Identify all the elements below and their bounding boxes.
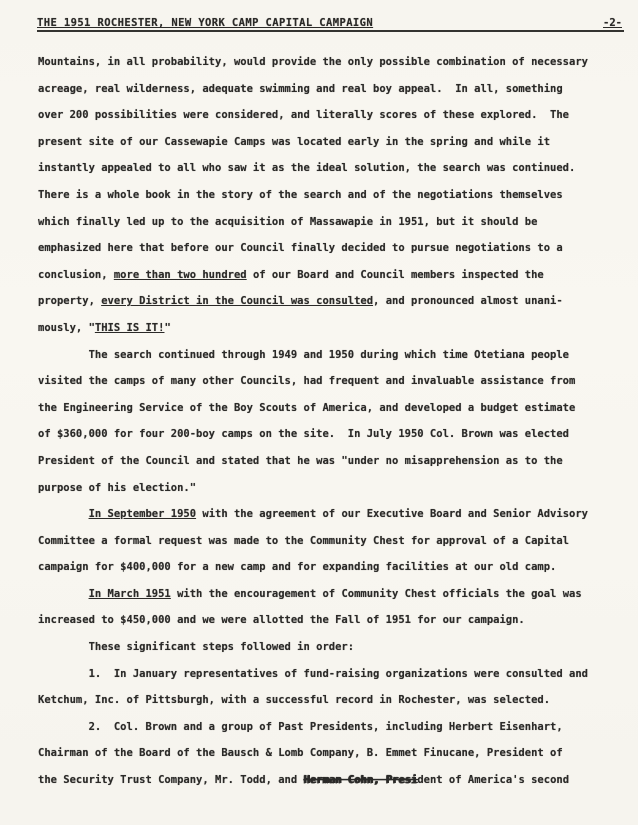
text-line	[38, 421, 613, 448]
text-segment: of our Board and Council members inspected the	[246, 268, 544, 281]
text-line	[38, 129, 613, 156]
text-segment: These significant steps followed in order:	[38, 641, 355, 654]
underlined-text: In March 1951	[88, 587, 171, 600]
text-line	[38, 288, 613, 315]
text-line	[38, 581, 613, 608]
text-segment	[38, 588, 89, 600]
document-title: THE 1951 ROCHESTER, NEW YORK CAMP CAPITAL CAMPAIGN	[37, 17, 374, 29]
text-line	[38, 554, 613, 581]
document-body	[38, 49, 613, 794]
text-segment: increased to $450,000 and we were allotted the Fall of 1951 for our campaign.	[38, 614, 525, 627]
text-line	[38, 687, 613, 714]
text-segment: over 200 possibilities were considered, and literally scores of these explored. The	[38, 109, 570, 122]
text-line	[38, 315, 613, 342]
underlined-text: every District in the Council was consulted	[101, 295, 374, 308]
text-segment: visited the camps of many other Councils, had frequent and invaluable assistance from	[38, 375, 576, 388]
text-segment: There is a whole book in the story of the search and of the negotiations themselves	[38, 188, 563, 201]
text-line	[38, 155, 613, 182]
text-line	[38, 634, 613, 661]
text-line	[38, 448, 613, 475]
text-segment: emphasized here that before our Council finally decided to pursue negotiations to a	[38, 242, 563, 255]
text-segment: , and pronounced almost unani-	[373, 295, 563, 308]
text-line	[38, 102, 613, 129]
text-segment: conclusion,	[38, 268, 114, 281]
text-line	[38, 607, 613, 634]
text-segment: Chairman of the Board of the Bausch & Lomb Company, B. Emmet Finucane, President of	[38, 747, 563, 760]
text-line	[38, 209, 613, 236]
text-line	[38, 767, 613, 794]
underlined-text: In September 1950	[88, 508, 197, 521]
text-line	[38, 368, 613, 395]
text-segment	[38, 508, 89, 520]
overtyped-text: Herman Cohn, Presi	[303, 774, 418, 787]
text-line	[38, 501, 613, 528]
text-segment: "	[164, 321, 171, 334]
text-segment: Ketchum, Inc. of Pittsburgh, with a successful record in Rochester, was selected.	[38, 694, 551, 707]
text-segment: instantly appealed to all who saw it as the ideal solution, the search was continued.	[38, 162, 576, 175]
text-segment: mously, "	[38, 321, 95, 334]
text-line	[38, 235, 613, 262]
text-line	[38, 661, 613, 688]
text-segment: of $360,000 for four 200-boy camps on the site. In July 1950 Col. Brown was elected	[38, 428, 570, 441]
text-line	[38, 714, 613, 741]
text-segment: with the encouragement of Community Chest officials the goal was	[170, 587, 582, 600]
text-segment: campaign for $400,000 for a new camp and for expanding facilities at our old camp.	[38, 561, 557, 574]
text-line	[38, 740, 613, 767]
text-line	[38, 528, 613, 555]
text-segment: Mountains, in all probability, would provide the only possible combination of necessary	[38, 56, 588, 68]
underlined-text: more than two hundred	[113, 268, 247, 281]
text-segment: 2. Col. Brown and a group of Past Presidents, including Herbert Eisenhart,	[38, 720, 563, 733]
page-header	[37, 17, 624, 32]
text-segment: President of the Council and stated that he was "under no misapprehension as to the	[38, 454, 563, 467]
text-segment: Committee a formal request was made to the Community Chest for approval of a Capital	[38, 534, 570, 547]
text-segment: acreage, real wilderness, adequate swimming and real boy appeal. In all, something	[38, 82, 563, 95]
text-segment: property,	[38, 295, 102, 308]
text-line	[38, 395, 613, 422]
text-segment: dent of America's second	[417, 774, 570, 787]
text-segment: which finally led up to the acquisition of Massawapie in 1951, but it should be	[38, 215, 538, 228]
text-line	[38, 342, 613, 369]
text-segment: present site of our Cassewapie Camps was located early in the spring and while it	[38, 135, 551, 148]
text-line	[38, 182, 613, 209]
text-segment: 1. In January representatives of fund-raising organizations were consulted and	[38, 667, 588, 680]
text-segment: The search continued through 1949 and 1950 during which time Otetiana people	[38, 348, 570, 361]
page-number: -2-	[603, 17, 622, 29]
text-segment: the Engineering Service of the Boy Scouts of America, and developed a budget estimate	[38, 401, 576, 414]
text-line	[38, 76, 613, 103]
text-line	[38, 262, 613, 289]
text-line	[38, 475, 613, 502]
text-segment: purpose of his election."	[38, 481, 197, 494]
text-segment: the Security Trust Company, Mr. Todd, and	[38, 774, 304, 787]
text-line	[38, 49, 613, 76]
text-segment: with the agreement of our Executive Board and Senior Advisory	[196, 508, 588, 521]
underlined-text: THIS IS IT!	[94, 321, 165, 334]
